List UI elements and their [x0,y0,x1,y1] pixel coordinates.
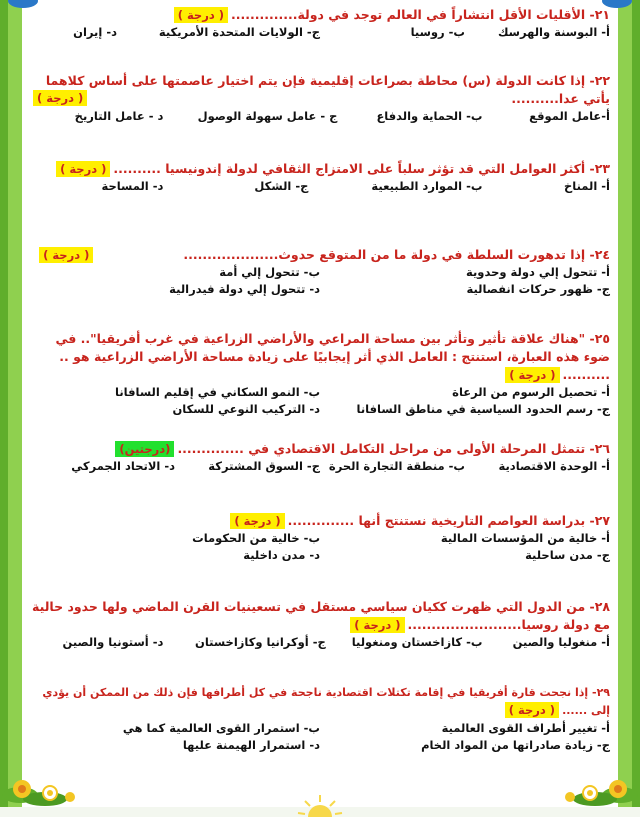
grade-badge: ( درجة ) [33,90,87,106]
question-23 [30,160,610,195]
option-c[interactable]: ج- الشكل [254,179,309,193]
option-c[interactable]: ج- ظهور حركات انفصالية [466,282,610,296]
option-a[interactable]: أ- تتحول إلي دولة وحدوية [466,265,610,279]
flower-decoration-icon [550,747,640,807]
option-b[interactable]: ب- النمو السكاني في إقليم السافانا [115,385,320,399]
question-stem: ٢٦- تتمثل المرحلة الأولى من مراحل التكامل الاقتصادي في ..............(درجتين) [30,440,610,458]
question-27 [30,512,610,564]
option-c[interactable]: ج- السوق المشتركة [208,459,320,473]
exam-sheet [30,0,610,767]
option-b[interactable]: ب- خالية من الحكومات [192,531,320,545]
question-24 [30,246,610,298]
option-a[interactable]: أ- البوسنة والهرسك [497,25,610,39]
option-a[interactable]: أ- خالية من المؤسسات المالية [440,531,610,545]
grade-badge: ( درجة ) [56,161,110,177]
grade-badge: (درجتين) [115,441,174,457]
options-row [30,108,610,125]
option-b[interactable]: ب- منطقة التجارة الحرة [328,459,465,473]
option-c[interactable]: ج- أوكرانيا وكازاخستان [195,635,326,649]
flower-decoration-icon [0,747,90,807]
question-stem: ٢٤- إذا تدهورت السلطة في دولة ما من المتوقع حدوث....................( درجة ) [30,246,610,264]
option-d[interactable]: د- الاتحاد الجمركي [71,459,175,473]
question-25 [30,330,610,418]
option-b[interactable]: ب- الموارد الطبيعية [371,179,483,193]
question-stem: ٢٥- "هناك علاقة تأثير وتأثر بين مساحة المراعي والأراضي الزراعية في غرب أفريقيا".. في ضوء هذه العبارة، استنتج : العامل الذي أثر إيجابيًا على زيادة مساحة الأراضي الزراعية هو .. ..........( درجة ) [55,331,610,382]
option-a[interactable]: أ- تحصيل الرسوم من الرعاة [452,385,610,399]
option-c[interactable]: ج - عامل سهولة الوصول [197,109,338,123]
option-d[interactable]: د- المساحة [101,179,164,193]
options-row [30,24,610,41]
option-d[interactable]: د- استمرار الهيمنة عليها [182,738,320,752]
option-c[interactable]: ج- زيادة صادراتها من المواد الخام [421,738,610,752]
question-stem: ٢١- الأقليات الأقل انتشاراً في العالم توجد في دولة..............( درجة ) [30,6,610,24]
option-d[interactable]: د- أستونيا والصين [62,635,164,649]
grade-badge: ( درجة ) [505,702,559,718]
question-stem: ٢٢- إذا كانت الدولة (س) محاطة بصراعات إقليمية فإن يتم اختيار عاصمتها على أساس كلاهما يأتي عدا.......... [45,73,610,106]
options-row [30,264,610,298]
option-c[interactable]: ج- مدن ساحلية [525,548,610,562]
options-row [30,458,610,475]
option-a[interactable]: أ- تغيير أطراف القوى العالمية [441,721,610,735]
option-a[interactable]: أ- منغوليا والصين [512,635,610,649]
option-d[interactable]: د - عامل التاريخ [74,109,164,123]
question-29 [30,684,610,754]
option-b[interactable]: ب- تتحول إلي أمة [219,265,320,279]
question-22 [30,72,610,125]
options-row [30,530,610,564]
question-28 [30,598,610,651]
option-b[interactable]: ب- الحماية والدفاع [376,109,483,123]
option-b[interactable]: ب- روسيا [410,25,465,39]
option-d[interactable]: د- التركيب النوعي للسكان [172,402,320,416]
question-stem: ٢٣- أكثر العوامل التي قد تؤثر سلباً على الامتزاج الثقافي لدولة إندونيسيا ..........( درجة ) [30,160,610,178]
grade-badge: ( درجة ) [230,513,284,529]
question-stem: ٢٧- بدراسة العواصم التاريخية نستنتج أنها ..............( درجة ) [30,512,610,530]
question-21 [30,6,610,41]
options-row [30,384,610,418]
option-b[interactable]: ب- استمرار القوى العالمية كما هي [122,721,320,735]
option-b[interactable]: ب- كازاخستان ومنغوليا [351,635,483,649]
question-26 [30,440,610,475]
option-c[interactable]: ج- رسم الحدود السياسية في مناطق السافانا [356,402,610,416]
option-d[interactable]: د- تتحول إلي دولة فيدرالية [169,282,320,296]
sun-decoration-icon [295,793,345,817]
grade-badge: ( درجة ) [39,247,93,263]
options-row [30,720,610,754]
option-c[interactable]: ج- الولايات المتحدة الأمريكية [158,25,320,39]
option-d[interactable]: د- إيران [73,25,117,39]
option-d[interactable]: د- مدن داخلية [243,548,320,562]
option-a[interactable]: أ- الوحدة الاقتصادية [498,459,610,473]
grade-badge: ( درجة ) [174,7,228,23]
question-stem: ٢٨- من الدول التي ظهرت ككيان سياسي مستقل في تسعينيات القرن الماضي ولها حدود حالية مع دولة روسيا........................( درجة ) [32,599,610,632]
grade-badge: ( درجة ) [505,367,559,383]
option-a[interactable]: أ-عامل الموقع [529,109,610,123]
option-a[interactable]: أ- المناخ [564,179,610,193]
options-row [30,178,610,195]
grade-badge: ( درجة ) [350,617,404,633]
question-stem: ٢٩- إذا نجحت قارة أفريقيا في إقامة تكتلات اقتصادية ناجحة في كل أطرافها فإن ذلك من الممكن أن يؤدي إلى ......( درجة ) [42,686,610,717]
options-row [30,634,610,651]
